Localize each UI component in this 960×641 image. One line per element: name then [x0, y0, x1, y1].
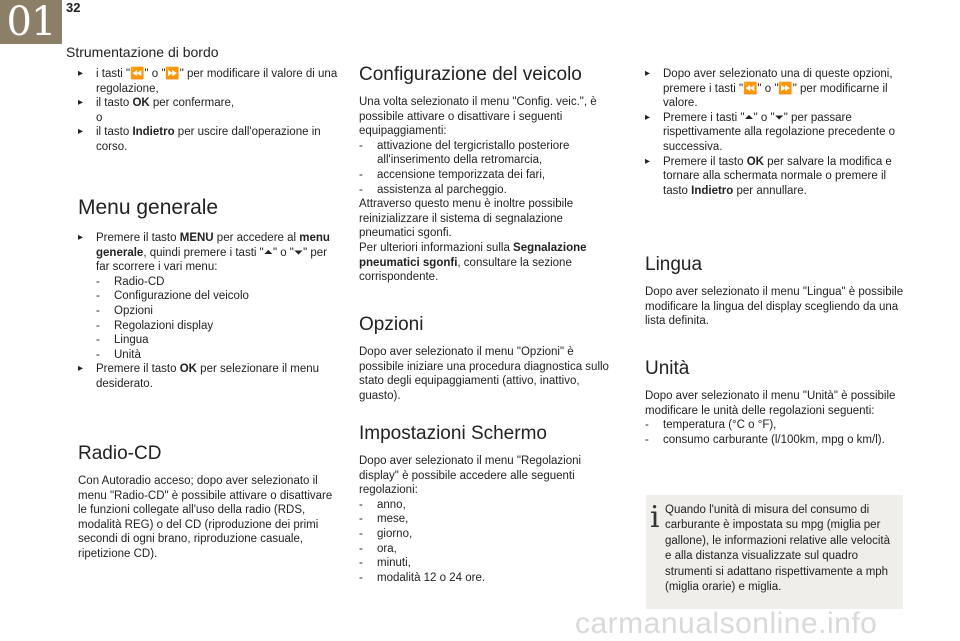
info-text-content: Quando l'unità di misura del consumo di carburante è impostata su mpg (miglia per gallone), le informazioni relative alle velocità e alla distanza visualizzate sul quadro strumenti si adattano rispettivamente a mph (miglia orarie) e miglia. [665, 504, 891, 594]
bullet-item: ▸ Premere i tasti "⏶" o "⏷" per passare rispettivamente alla regolazione precedente o successiva. [645, 111, 896, 153]
page-number: 32 [66, 0, 81, 15]
config-ref: Per ulteriori informazioni sulla Segnalazione pneumatici sgonfi, consultare la sezione corrispondente. [359, 241, 587, 284]
watermark: carmanualsonline.info [575, 607, 878, 640]
list-item: - minuti, [359, 557, 411, 570]
menu-entry: - Unità [96, 348, 141, 361]
menu-section [78, 196, 340, 392]
dash-marker: - [359, 571, 363, 584]
options-text: Dopo aver selezionato il menu "Opzioni" è possibile iniziare una procedura diagnostica sullo stato degli equipaggiamenti (attivo, inattivo, guasto). [359, 346, 609, 402]
bullet-item: ▸ Premere il tasto MENU per accedere al menu generale, quindi premere i tasti "⏶" o "⏷" per far scorrere i vari menu: [78, 232, 330, 274]
bullet-icon: ▸ [78, 363, 84, 375]
dash-marker: - [645, 419, 649, 432]
dash-marker: - [645, 433, 649, 446]
screen-intro: Dopo aver selezionato il menu "Regolazioni display" è possibile accedere alle seguenti regolazioni: [359, 455, 582, 497]
bullet-icon: ▸ [78, 97, 84, 109]
list-item: - assistenza al parcheggio. [359, 183, 507, 196]
lingua-section [645, 254, 907, 329]
list-item: - anno, [359, 498, 406, 511]
radio-title: Radio-CD [78, 443, 162, 464]
bullet-item: ▸ il tasto Indietro per uscire dall'operazione in corso. [78, 126, 321, 153]
bullet-icon: ▸ [645, 68, 651, 79]
info-icon: i [650, 500, 660, 535]
config-section [359, 64, 621, 285]
dash-marker: - [359, 168, 363, 181]
dash-marker: - [359, 139, 363, 152]
unita-title: Unità [645, 358, 690, 379]
dash-marker: - [359, 183, 363, 196]
column-1 [78, 67, 340, 155]
list-item: - attivazione del tergicristallo posteriore all'inserimento della retromarcia, [359, 139, 570, 167]
info-text [665, 503, 897, 595]
section-title: Strumentazione di bordo [66, 44, 219, 60]
dash-marker: - [96, 275, 100, 288]
radio-section [78, 443, 342, 562]
unita-section [645, 358, 907, 447]
radio-text: Con Autoradio acceso; dopo aver selezionato il menu "Radio-CD" è possibile attivare o disattivare le funzioni collegate all'uso della radio (RDS, modalità REG) o del CD (riproduzione dei primi secondi di ogni brano, riproduzione casuale, ripetizione CD). [78, 475, 333, 560]
dash-marker: - [359, 542, 363, 555]
lingua-title: Lingua [645, 254, 703, 275]
dash-marker: - [96, 334, 100, 347]
dash-marker: - [359, 557, 363, 570]
list-item: - giorno, [359, 527, 413, 540]
screen-list [359, 498, 621, 586]
config-list [359, 139, 621, 197]
bullet-item: ▸ i tasti "⏪" o "⏩" per modificare il valore di una regolazione, [78, 68, 338, 95]
bullet-item: ▸ Dopo aver selezionato una di queste opzioni, premere i tasti "⏪" o "⏩" per modificarne il valore. [645, 68, 893, 110]
dash-marker: - [96, 319, 100, 332]
menu-entry: - Lingua [96, 334, 149, 347]
dash-marker: - [96, 304, 100, 317]
options-section [359, 314, 621, 403]
list-item: - modalità 12 o 24 ore. [359, 571, 486, 584]
menu-entry: - Opzioni [96, 304, 153, 317]
plain-item: o [96, 111, 103, 124]
lingua-text: Dopo aver selezionato il menu "Lingua" è possibile modificare la lingua del display scegliendo da una lista definita. [645, 286, 904, 328]
bullet-icon: ▸ [78, 232, 84, 243]
menu-list [78, 231, 340, 392]
dash-marker: - [359, 527, 363, 540]
list-item: - consumo carburante (l/100km, mpg o km/l). [645, 433, 885, 446]
dash-marker: - [96, 290, 100, 303]
config-after: Attraverso questo menu è inoltre possibile reinizializzare il sistema di segnalazione pneumatici sgonfi. [359, 198, 574, 240]
list-item: - temperatura (°C o °F), [645, 419, 777, 432]
steps-list [645, 67, 907, 198]
bullet-item: ▸ il tasto OK per confermare, [78, 97, 235, 110]
bullet-item: ▸ Premere il tasto OK per selezionare il menu desiderato. [78, 363, 320, 390]
list-item: - ora, [359, 542, 397, 555]
intro-list [78, 67, 340, 155]
list-item: - mese, [359, 513, 409, 526]
dash-marker: - [359, 513, 363, 526]
bullet-icon: ▸ [645, 155, 651, 167]
dash-marker: - [359, 498, 363, 511]
bullet-item: ▸ Premere il tasto OK per salvare la modifica e tornare alla schermata normale o premere il tasto Indietro per annullare. [645, 155, 892, 197]
menu-title: Menu generale [78, 196, 219, 219]
menu-entry: - Radio-CD [96, 275, 165, 288]
unita-list [645, 418, 907, 447]
menu-entry: - Configurazione del veicolo [96, 290, 249, 303]
bullet-icon: ▸ [78, 68, 84, 79]
chapter-number: 01 [0, 0, 62, 44]
screen-title: Impostazioni Schermo [359, 423, 547, 444]
list-item: - accensione temporizzata dei fari, [359, 168, 546, 181]
screen-section [359, 423, 621, 585]
menu-entry: - Regolazioni display [96, 319, 214, 332]
config-title: Configurazione del veicolo [359, 64, 582, 85]
options-title: Opzioni [359, 314, 424, 335]
dash-marker: - [96, 348, 100, 361]
bullet-icon: ▸ [645, 111, 651, 123]
bullet-icon: ▸ [78, 126, 84, 138]
steps-section [645, 67, 907, 198]
config-intro: Una volta selezionato il menu "Config. veic.", è possibile attivare o disattivare i seguenti equipaggiamenti: [359, 96, 597, 138]
unita-intro: Dopo aver selezionato il menu "Unità" è possibile modificare le unità delle regolazioni seguenti: [645, 390, 896, 417]
